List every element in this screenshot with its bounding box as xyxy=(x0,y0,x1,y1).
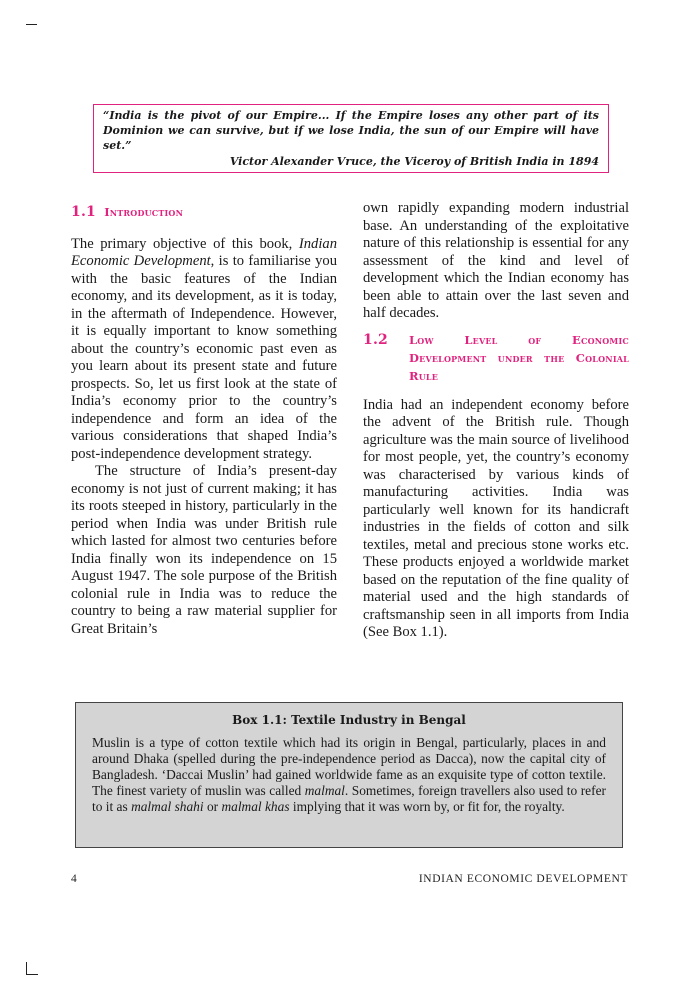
section-heading-introduction xyxy=(71,204,337,222)
book-title-italic: Indian Economic Development xyxy=(71,235,337,269)
box-textile-industry xyxy=(75,702,623,848)
box-italic-term: malmal khas xyxy=(221,799,290,814)
paragraph-text: The primary objective of this book, xyxy=(71,235,299,252)
box-text: . Sometimes, foreign travellers also used to refer to it as xyxy=(92,783,606,814)
paragraph-continuation: own rapidly expanding modern industrial base. An understanding of the exploitative nature of this relationship is essential for any assessment of the kind and level of development which the Indian economy has been able to attain over the last seven and half decades. xyxy=(363,200,629,321)
paragraph-text: , is to familiarise you with the basic features of the Indian economy, and its development, as it is today, in the aftermath of Independence. However, it is equally important to know something about the country’s economic past even as you learn about its present state and future prospects. So, let us first look at the state of India’s economy prior to the country’s independence and form an idea of the various considerations that shaped India’s post-independence development strategy. xyxy=(71,253,337,462)
quote-text: “India is the pivot of our Empire... If the Empire loses any other part of its Dominion we can survive, but if we lose India, the sun of our Empire will have set.” xyxy=(103,109,599,152)
paragraph-structure: The structure of India’s present-day economy is not just of current making; it has its roots steeped in history, particularly in the period when India was under British rule which lasted for almost two centuries before India finally won its independence on 15 August 1947. The sole purpose of the British colonial rule in India was to reduce the country to being a raw material supplier for Great Britain’s xyxy=(71,463,337,637)
quote-attribution: Victor Alexander Vruce, the Viceroy of British India in 1894 xyxy=(229,155,599,168)
box-text: Muslin is a type of cotton textile which had its origin in Bengal, particularly, places in and around Dhaka (spelled during the pre-independence period as Dacca), now the capital city of Bangladesh. ‘Daccai Muslin’ had gained worldwide fame as an exquisite type of cotton textile. The finest variety of muslin was called xyxy=(92,735,606,798)
box-text: or xyxy=(203,799,222,814)
box-text: implying that it was worn by, or fit for, the royalty. xyxy=(289,799,565,814)
section-title: Introduction xyxy=(104,205,184,219)
box-italic-term: malmal shahi xyxy=(131,799,204,814)
page-number: 4 xyxy=(71,873,77,885)
section-heading-low-level xyxy=(363,331,629,385)
running-head: INDIAN ECONOMIC DEVELOPMENT xyxy=(418,873,628,885)
paragraph-intro xyxy=(71,236,337,464)
box-body xyxy=(92,735,606,815)
left-column xyxy=(71,202,337,638)
box-title: Box 1.1: Textile Industry in Bengal xyxy=(232,713,466,727)
section-title: Low Level of Economic Development under the Colonial Rule xyxy=(409,332,629,383)
box-italic-term: malmal xyxy=(304,783,345,798)
section-number: 1.2 xyxy=(363,331,388,348)
crop-mark-top xyxy=(26,24,37,25)
right-column xyxy=(363,200,629,642)
paragraph-independent-economy: India had an independent economy before the advent of the British rule. Though agriculture was the main source of livelihood for most people, yet, the country’s economy was characterised by various kinds of manufacturing activities. India was particularly well known for its handicraft industries in the fields of cotton and silk textiles, metal and precious stone works etc. These products enjoyed a worldwide market based on the reputation of the fine quality of material used and the high standards of craftsmanship seen in all imports from India (See Box 1.1). xyxy=(363,396,629,640)
section-number: 1.1 xyxy=(71,204,96,220)
epigraph-quote-box xyxy=(93,104,609,173)
crop-mark-bottom-horizontal xyxy=(26,974,38,975)
